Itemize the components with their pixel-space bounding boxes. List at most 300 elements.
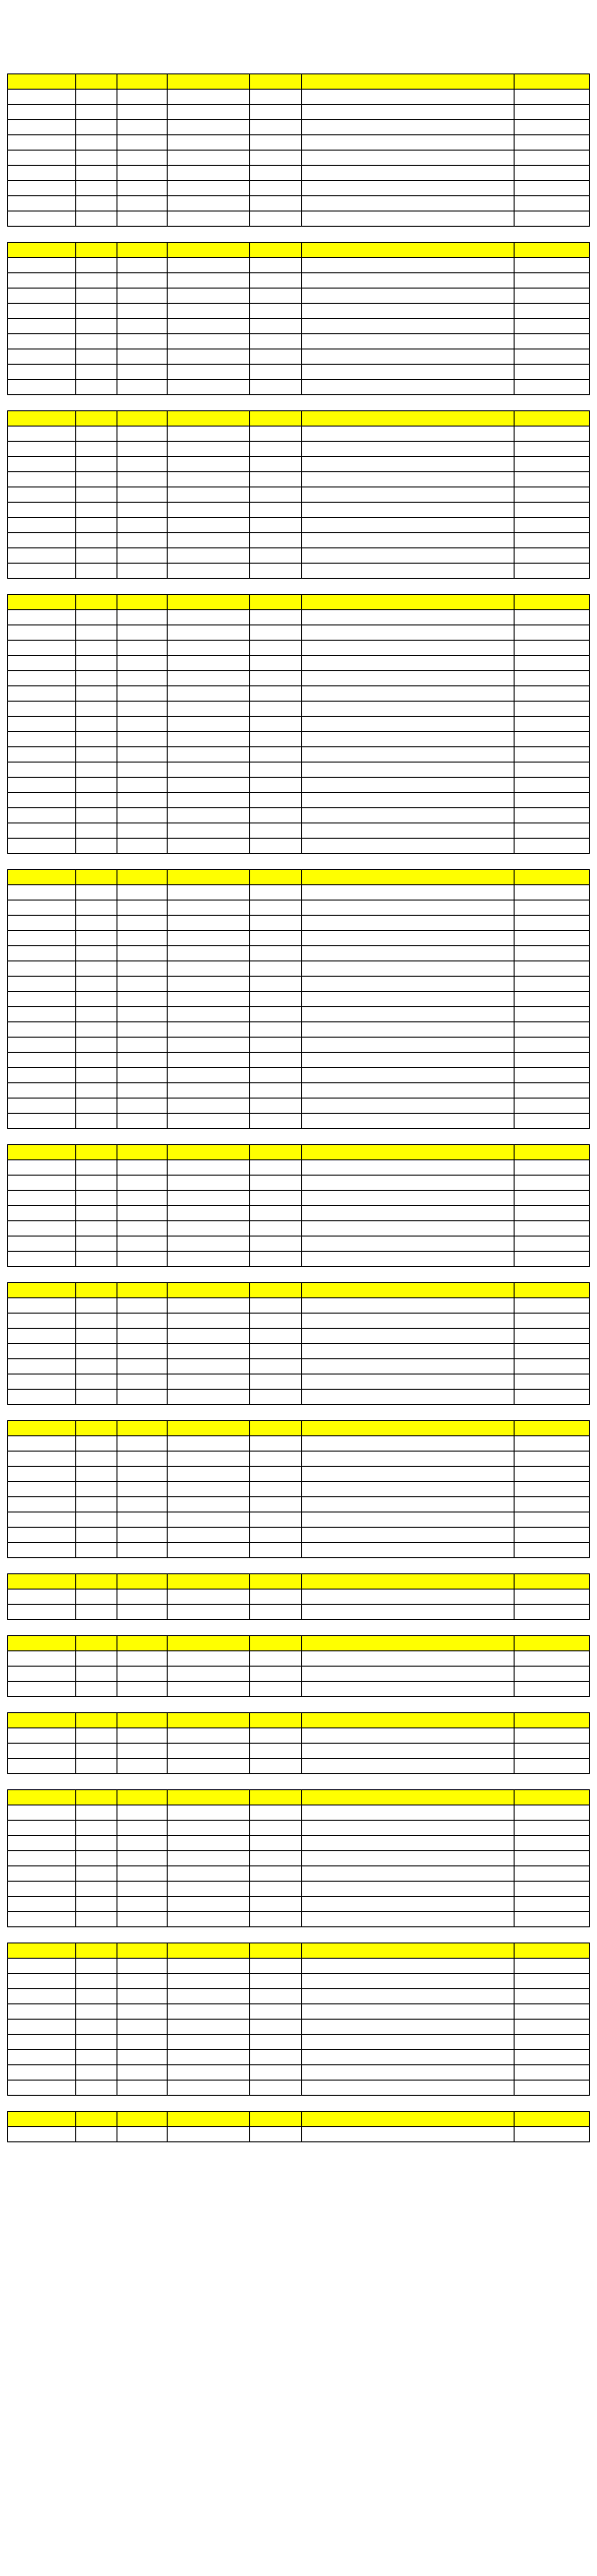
- table-cell: [76, 533, 117, 548]
- table-header-cell: [117, 595, 168, 610]
- table-cell: [76, 1329, 117, 1344]
- table-cell: [168, 1959, 250, 1974]
- table-cell: [76, 1912, 117, 1927]
- table-cell: [168, 1191, 250, 1206]
- table-cell: [249, 457, 302, 472]
- table-cell: [168, 671, 250, 686]
- table-cell: [514, 166, 589, 181]
- table-header-cell: [514, 1574, 589, 1590]
- table-cell: [8, 1605, 76, 1620]
- table-cell: [76, 1651, 117, 1667]
- table-cell: [302, 258, 515, 273]
- table-cell: [76, 1821, 117, 1836]
- table-row: [8, 196, 590, 211]
- table-cell: [117, 1497, 168, 1512]
- table-cell: [302, 304, 515, 319]
- table-cell: [117, 1467, 168, 1482]
- table-cell: [249, 1236, 302, 1252]
- table-cell: [514, 1590, 589, 1605]
- table-cell: [302, 808, 515, 823]
- table-cell: [117, 946, 168, 961]
- table-cell: [117, 1083, 168, 1098]
- table-cell: [168, 1053, 250, 1068]
- table-cell: [302, 1221, 515, 1236]
- table-cell: [168, 365, 250, 380]
- table-cell: [117, 931, 168, 946]
- table-cell: [76, 1590, 117, 1605]
- table-cell: [249, 1467, 302, 1482]
- table-cell: [168, 1651, 250, 1667]
- table-cell: [514, 533, 589, 548]
- table-cell: [76, 1206, 117, 1221]
- table-cell: [76, 442, 117, 457]
- table-cell: [302, 1191, 515, 1206]
- table-cell: [249, 1359, 302, 1374]
- table-cell: [117, 457, 168, 472]
- table-cell: [302, 1682, 515, 1697]
- table-cell: [117, 1236, 168, 1252]
- table-cell: [168, 487, 250, 503]
- table-cell: [302, 747, 515, 762]
- table-cell: [249, 105, 302, 120]
- table-cell: [168, 181, 250, 196]
- table-cell: [514, 2065, 589, 2081]
- table-cell: [8, 916, 76, 931]
- table-cell: [249, 1974, 302, 1989]
- table-row: [8, 1866, 590, 1882]
- table-header-cell: [117, 1790, 168, 1805]
- table-row: [8, 1836, 590, 1851]
- table-cell: [117, 211, 168, 227]
- table-cell: [514, 2004, 589, 2020]
- table-row: [8, 1744, 590, 1759]
- table-cell: [168, 823, 250, 839]
- table-cell: [76, 1436, 117, 1452]
- table-header-cell: [514, 1283, 589, 1298]
- table-cell: [117, 518, 168, 533]
- table-cell: [8, 1467, 76, 1482]
- table-cell: [8, 1744, 76, 1759]
- table-cell: [302, 503, 515, 518]
- table-cell: [168, 1882, 250, 1897]
- table-cell: [117, 1160, 168, 1176]
- table-cell: [514, 90, 589, 105]
- table-header-row: [8, 1713, 590, 1728]
- table-cell: [514, 1160, 589, 1176]
- table-cell: [302, 1836, 515, 1851]
- table-cell: [117, 1053, 168, 1068]
- table-cell: [302, 211, 515, 227]
- table-cell: [302, 916, 515, 931]
- table-cell: [8, 1590, 76, 1605]
- table-cell: [249, 641, 302, 656]
- table-cell: [249, 1022, 302, 1038]
- table-cell: [76, 1744, 117, 1759]
- table-cell: [8, 1528, 76, 1543]
- table-cell: [514, 1390, 589, 1405]
- table-cell: [514, 1989, 589, 2004]
- table-cell: [302, 334, 515, 349]
- table-cell: [302, 977, 515, 992]
- table-row: [8, 1651, 590, 1667]
- table-row: [8, 641, 590, 656]
- table-cell: [117, 1974, 168, 1989]
- table-cell: [249, 1590, 302, 1605]
- table-cell: [76, 1512, 117, 1528]
- table-cell: [514, 1221, 589, 1236]
- table-row: [8, 900, 590, 916]
- table-cell: [168, 533, 250, 548]
- table-cell: [168, 946, 250, 961]
- table-cell: [168, 1482, 250, 1497]
- table-cell: [249, 2020, 302, 2035]
- table-cell: [302, 1083, 515, 1098]
- table-cell: [168, 426, 250, 442]
- table-cell: [514, 548, 589, 564]
- table-cell: [8, 1436, 76, 1452]
- table-cell: [8, 1959, 76, 1974]
- table-header-cell: [168, 1574, 250, 1590]
- table-row: [8, 365, 590, 380]
- table-cell: [168, 1038, 250, 1053]
- table-cell: [249, 1452, 302, 1467]
- table-row: [8, 1390, 590, 1405]
- table-cell: [302, 656, 515, 671]
- table-cell: [76, 2127, 117, 2142]
- table-cell: [117, 2020, 168, 2035]
- table-cell: [302, 1359, 515, 1374]
- table-cell: [514, 1314, 589, 1329]
- table-cell: [76, 564, 117, 579]
- table-cell: [514, 426, 589, 442]
- table-row: [8, 135, 590, 151]
- table-cell: [302, 472, 515, 487]
- table-cell: [249, 211, 302, 227]
- table-header-cell: [249, 411, 302, 426]
- table-cell: [168, 1467, 250, 1482]
- table-row: [8, 610, 590, 625]
- table-cell: [117, 181, 168, 196]
- table-cell: [302, 702, 515, 717]
- table-header-cell: [76, 1713, 117, 1728]
- table-cell: [302, 625, 515, 641]
- table-cell: [76, 1866, 117, 1882]
- table-cell: [302, 1866, 515, 1882]
- table-cell: [8, 1053, 76, 1068]
- table-cell: [249, 319, 302, 334]
- table-cell: [117, 778, 168, 793]
- table-cell: [514, 1436, 589, 1452]
- table-cell: [76, 992, 117, 1007]
- table-cell: [8, 1098, 76, 1114]
- table-header-cell: [168, 1421, 250, 1436]
- table-cell: [302, 1390, 515, 1405]
- table-cell: [168, 289, 250, 304]
- table-cell: [168, 1682, 250, 1697]
- table-header-cell: [117, 2112, 168, 2127]
- table-cell: [8, 1728, 76, 1744]
- table-row: [8, 151, 590, 166]
- table-cell: [117, 1390, 168, 1405]
- table-cell: [514, 1744, 589, 1759]
- table-cell: [8, 1667, 76, 1682]
- table-cell: [249, 1007, 302, 1022]
- table-cell: [117, 349, 168, 365]
- table-cell: [168, 717, 250, 732]
- table-row: [8, 1989, 590, 2004]
- table-cell: [76, 457, 117, 472]
- table-cell: [8, 2127, 76, 2142]
- table-cell: [168, 196, 250, 211]
- table-cell: [76, 1959, 117, 1974]
- table-cell: [249, 686, 302, 702]
- table-cell: [76, 1882, 117, 1897]
- table-cell: [168, 1359, 250, 1374]
- table-cell: [76, 2020, 117, 2035]
- table-cell: [168, 1744, 250, 1759]
- table-cell: [249, 1160, 302, 1176]
- table-cell: [76, 289, 117, 304]
- table-header-cell: [514, 595, 589, 610]
- table-cell: [168, 1007, 250, 1022]
- table-cell: [76, 823, 117, 839]
- table-cell: [249, 1651, 302, 1667]
- table-cell: [302, 1759, 515, 1774]
- table-cell: [249, 1851, 302, 1866]
- table-cell: [8, 1374, 76, 1390]
- table-header-cell: [8, 243, 76, 258]
- table-header-cell: [168, 1943, 250, 1959]
- table-cell: [76, 732, 117, 747]
- table-cell: [302, 1528, 515, 1543]
- table-cell: [76, 90, 117, 105]
- table-cell: [302, 1989, 515, 2004]
- table-row: [8, 90, 590, 105]
- table-header-cell: [249, 243, 302, 258]
- table-row: [8, 686, 590, 702]
- table-cell: [117, 762, 168, 778]
- table-cell: [8, 961, 76, 977]
- table-cell: [168, 641, 250, 656]
- table-cell: [117, 487, 168, 503]
- table-cell: [302, 1897, 515, 1912]
- table-header-cell: [8, 411, 76, 426]
- table-cell: [302, 487, 515, 503]
- table-cell: [302, 2065, 515, 2081]
- table-cell: [8, 702, 76, 717]
- table-cell: [168, 1329, 250, 1344]
- table-cell: [168, 885, 250, 900]
- table-cell: [76, 105, 117, 120]
- table-cell: [249, 931, 302, 946]
- table-cell: [302, 120, 515, 135]
- schedule-table: [7, 1573, 590, 1620]
- table-cell: [514, 1068, 589, 1083]
- table-cell: [8, 1821, 76, 1836]
- table-cell: [302, 442, 515, 457]
- table-cell: [168, 518, 250, 533]
- table-cell: [302, 1651, 515, 1667]
- table-header-cell: [514, 1713, 589, 1728]
- table-cell: [302, 931, 515, 946]
- table-cell: [117, 916, 168, 931]
- table-header-cell: [302, 1713, 515, 1728]
- table-cell: [302, 1344, 515, 1359]
- table-cell: [117, 1866, 168, 1882]
- table-cell: [249, 1191, 302, 1206]
- table-cell: [302, 641, 515, 656]
- table-cell: [76, 1528, 117, 1543]
- table-row: [8, 977, 590, 992]
- table-row: [8, 808, 590, 823]
- table-cell: [168, 2035, 250, 2050]
- table-row: [8, 1314, 590, 1329]
- table-cell: [8, 1068, 76, 1083]
- table-cell: [117, 839, 168, 854]
- table-cell: [249, 1744, 302, 1759]
- table-cell: [8, 1882, 76, 1897]
- table-row: [8, 472, 590, 487]
- table-cell: [76, 2004, 117, 2020]
- table-cell: [76, 1897, 117, 1912]
- table-cell: [76, 181, 117, 196]
- table-cell: [117, 1728, 168, 1744]
- table-cell: [117, 1221, 168, 1236]
- table-cell: [302, 839, 515, 854]
- table-cell: [76, 702, 117, 717]
- table-cell: [514, 900, 589, 916]
- table-cell: [514, 1836, 589, 1851]
- table-row: [8, 1897, 590, 1912]
- table-cell: [76, 1314, 117, 1329]
- table-cell: [8, 365, 76, 380]
- table-cell: [514, 1805, 589, 1821]
- table-header-cell: [168, 1790, 250, 1805]
- table-cell: [8, 977, 76, 992]
- table-row: [8, 702, 590, 717]
- table-header-cell: [76, 411, 117, 426]
- table-cell: [514, 916, 589, 931]
- table-cell: [8, 2004, 76, 2020]
- table-cell: [117, 641, 168, 656]
- table-cell: [249, 1206, 302, 1221]
- table-header-cell: [117, 74, 168, 90]
- table-cell: [168, 166, 250, 181]
- table-cell: [76, 211, 117, 227]
- table-row: [8, 1160, 590, 1176]
- table-cell: [117, 1114, 168, 1129]
- table-cell: [76, 671, 117, 686]
- table-cell: [117, 717, 168, 732]
- table-cell: [76, 762, 117, 778]
- table-cell: [168, 702, 250, 717]
- table-cell: [302, 2020, 515, 2035]
- table-cell: [249, 273, 302, 289]
- table-cell: [514, 289, 589, 304]
- table-cell: [302, 564, 515, 579]
- table-cell: [249, 946, 302, 961]
- table-cell: [8, 1329, 76, 1344]
- table-cell: [514, 1206, 589, 1221]
- table-cell: [117, 1038, 168, 1053]
- table-cell: [249, 1482, 302, 1497]
- table-header-row: [8, 1283, 590, 1298]
- table-cell: [249, 1882, 302, 1897]
- table-cell: [8, 518, 76, 533]
- table-cell: [76, 548, 117, 564]
- table-cell: [8, 380, 76, 395]
- table-cell: [249, 2065, 302, 2081]
- table-cell: [249, 533, 302, 548]
- table-cell: [76, 1236, 117, 1252]
- table-cell: [514, 442, 589, 457]
- table-header-cell: [514, 74, 589, 90]
- table-row: [8, 273, 590, 289]
- table-row: [8, 1436, 590, 1452]
- document-title: [0, 0, 597, 65]
- table-cell: [76, 717, 117, 732]
- table-cell: [8, 1359, 76, 1374]
- table-cell: [249, 610, 302, 625]
- table-cell: [76, 2065, 117, 2081]
- table-row: [8, 1512, 590, 1528]
- table-header-cell: [249, 870, 302, 885]
- table-cell: [514, 1236, 589, 1252]
- table-header-cell: [249, 1421, 302, 1436]
- table-cell: [8, 1083, 76, 1098]
- table-cell: [117, 1897, 168, 1912]
- table-header-row: [8, 595, 590, 610]
- table-cell: [302, 1744, 515, 1759]
- table-header-cell: [514, 1790, 589, 1805]
- table-header-cell: [514, 1145, 589, 1160]
- table-cell: [514, 762, 589, 778]
- table-cell: [302, 1512, 515, 1528]
- table-cell: [249, 1374, 302, 1390]
- table-cell: [168, 732, 250, 747]
- table-cell: [514, 1728, 589, 1744]
- table-cell: [76, 1083, 117, 1098]
- table-cell: [168, 457, 250, 472]
- table-cell: [117, 1512, 168, 1528]
- table-cell: [117, 273, 168, 289]
- table-cell: [514, 503, 589, 518]
- table-cell: [302, 686, 515, 702]
- schedule-table: [7, 73, 590, 227]
- table-row: [8, 1728, 590, 1744]
- table-cell: [76, 900, 117, 916]
- table-header-cell: [514, 2112, 589, 2127]
- table-cell: [514, 1329, 589, 1344]
- table-header-cell: [249, 595, 302, 610]
- table-cell: [302, 885, 515, 900]
- schedule-table: [7, 869, 590, 1129]
- table-cell: [168, 1068, 250, 1083]
- table-cell: [117, 1912, 168, 1927]
- table-cell: [8, 120, 76, 135]
- table-cell: [117, 1098, 168, 1114]
- table-header-cell: [117, 1713, 168, 1728]
- table-header-cell: [117, 1283, 168, 1298]
- table-row: [8, 1590, 590, 1605]
- table-cell: [76, 334, 117, 349]
- table-cell: [168, 90, 250, 105]
- table-cell: [168, 1252, 250, 1267]
- table-cell: [514, 1374, 589, 1390]
- table-cell: [249, 1667, 302, 1682]
- table-row: [8, 105, 590, 120]
- table-cell: [8, 2020, 76, 2035]
